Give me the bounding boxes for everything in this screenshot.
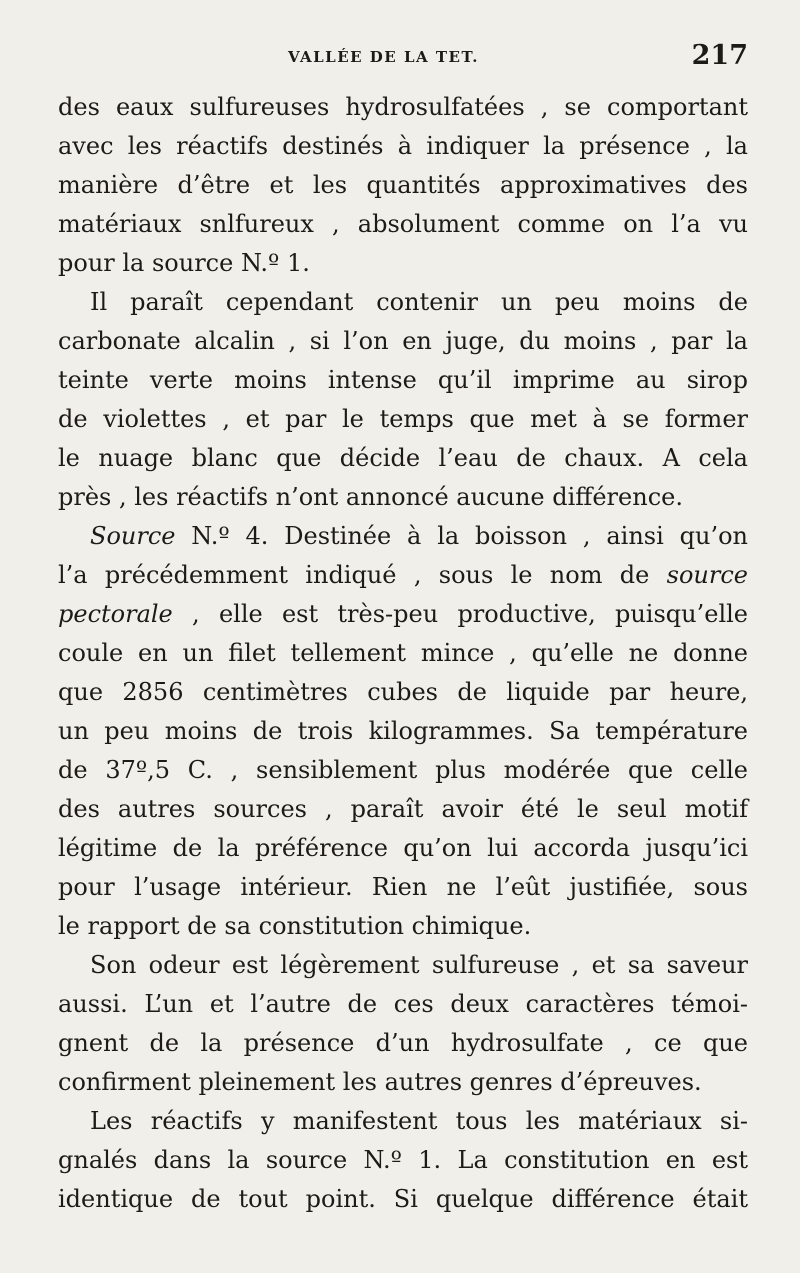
text-segment: confirment pleinement les autres genres d’épreuves. bbox=[58, 1068, 702, 1096]
text-segment: Son odeur est légèrement sulfureuse , et sa saveur bbox=[90, 951, 748, 979]
text-segment: l’a précédemment indiqué , sous le nom de bbox=[58, 561, 667, 589]
page-header bbox=[58, 40, 748, 84]
text-line bbox=[58, 634, 748, 673]
text-line bbox=[58, 166, 748, 205]
text-segment: coule en un filet tellement mince , qu’elle ne donne bbox=[58, 639, 748, 667]
text-segment: près , les réactifs n’ont annoncé aucune différence. bbox=[58, 483, 683, 511]
italic-text: source bbox=[666, 561, 748, 589]
text-line bbox=[58, 283, 748, 322]
text-line bbox=[58, 1102, 748, 1141]
text-segment: des eaux sulfureuses hydrosulfatées , se comportant bbox=[58, 93, 748, 121]
text-segment: de 37º,5 C. , sensiblement plus modérée que celle bbox=[58, 756, 748, 784]
text-line bbox=[58, 751, 748, 790]
text-segment: le rapport de sa constitution chimique. bbox=[58, 912, 532, 940]
text-line bbox=[58, 985, 748, 1024]
text-segment: gnent de la présence d’un hydrosulfate , ce que bbox=[58, 1029, 748, 1057]
page-number: 217 bbox=[691, 40, 748, 71]
text-segment: matériaux snlfureux , absolument comme on l’a vu bbox=[58, 210, 748, 238]
text-segment: , elle est très-peu productive, puisqu’elle bbox=[172, 600, 748, 628]
text-line bbox=[58, 88, 748, 127]
text-line bbox=[58, 1024, 748, 1063]
text-line bbox=[58, 478, 748, 517]
italic-text: Source bbox=[90, 522, 176, 550]
text-line bbox=[58, 400, 748, 439]
text-line bbox=[58, 712, 748, 751]
text-line bbox=[58, 868, 748, 907]
text-segment: le nuage blanc que décide l’eau de chaux. A cela bbox=[58, 444, 748, 472]
text-line bbox=[58, 673, 748, 712]
text-line bbox=[58, 361, 748, 400]
text-line bbox=[58, 946, 748, 985]
text-segment: avec les réactifs destinés à indiquer la présence , la bbox=[58, 132, 748, 160]
text-segment: un peu moins de trois kilogrammes. Sa température bbox=[58, 717, 748, 745]
text-segment: légitime de la préférence qu’on lui accorda jusqu’ici bbox=[58, 834, 748, 862]
italic-text: pectorale bbox=[58, 600, 173, 628]
text-segment: des autres sources , paraît avoir été le seul motif bbox=[58, 795, 748, 823]
text-segment: gnalés dans la source N.º 1. La constitution en est bbox=[58, 1146, 748, 1174]
text-segment: N.º 4. Destinée à la boisson , ainsi qu’on bbox=[175, 522, 748, 550]
text-line bbox=[58, 829, 748, 868]
text-segment: Il paraît cependant contenir un peu moins de bbox=[90, 288, 748, 316]
text-segment: manière d’être et les quantités approximatives des bbox=[58, 171, 748, 199]
text-line bbox=[58, 205, 748, 244]
text-line bbox=[58, 790, 748, 829]
text-line bbox=[58, 127, 748, 166]
text-line bbox=[58, 556, 748, 595]
text-segment: aussi. L’un et l’autre de ces deux caractères témoi- bbox=[58, 990, 748, 1018]
body-text bbox=[58, 88, 748, 1219]
text-line bbox=[58, 1063, 748, 1102]
text-segment: de violettes , et par le temps que met à se former bbox=[58, 405, 748, 433]
text-segment: pour la source N.º 1. bbox=[58, 249, 310, 277]
text-segment: teinte verte moins intense qu’il imprime au sirop bbox=[58, 366, 748, 394]
text-line bbox=[58, 517, 748, 556]
text-segment: pour l’usage intérieur. Rien ne l’eût justifiée, sous bbox=[58, 873, 748, 901]
text-segment: que 2856 centimètres cubes de liquide par heure, bbox=[58, 678, 748, 706]
text-line bbox=[58, 1180, 748, 1219]
running-head: VALLÉE DE LA TET. bbox=[288, 48, 479, 66]
text-line bbox=[58, 1141, 748, 1180]
text-line bbox=[58, 907, 748, 946]
text-segment: carbonate alcalin , si l’on en juge, du moins , par la bbox=[58, 327, 748, 355]
text-line bbox=[58, 244, 748, 283]
text-line bbox=[58, 439, 748, 478]
text-segment: Les réactifs y manifestent tous les matériaux si- bbox=[90, 1107, 748, 1135]
text-line bbox=[58, 322, 748, 361]
text-line bbox=[58, 595, 748, 634]
text-segment: identique de tout point. Si quelque différence était bbox=[58, 1185, 748, 1213]
